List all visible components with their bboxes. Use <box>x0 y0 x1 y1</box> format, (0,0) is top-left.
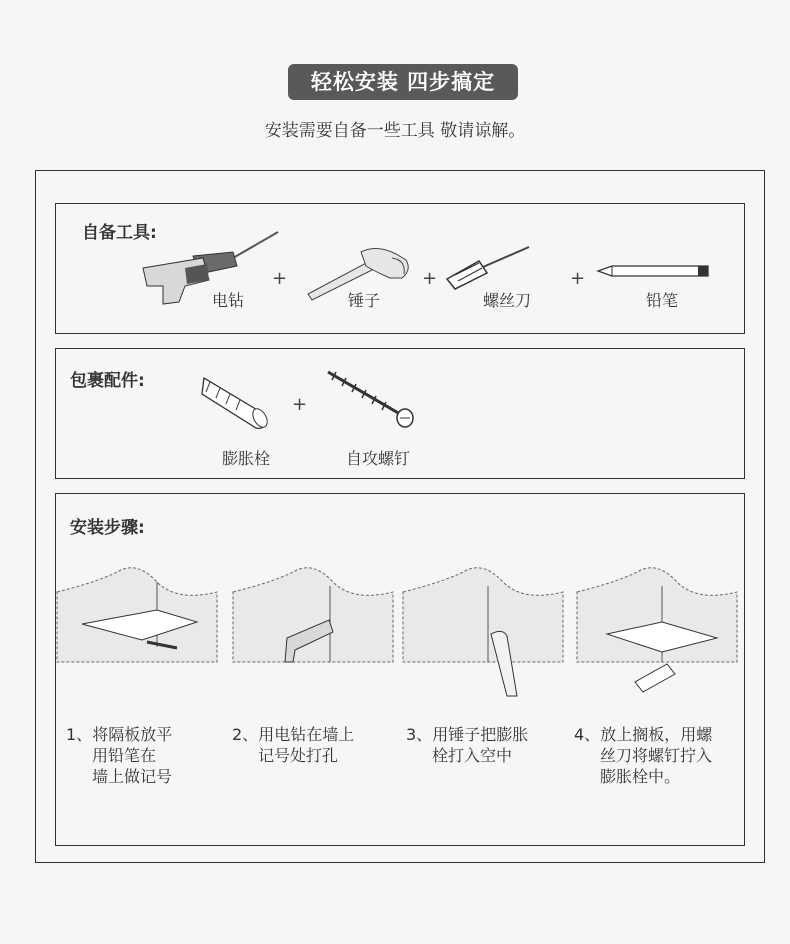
step-4-illustration <box>577 562 742 697</box>
plus-sign: + <box>422 268 438 289</box>
page-subtitle: 安装需要自备一些工具 敬请谅解。 <box>264 121 526 141</box>
step-1-text: 1、将隔板放平 用铅笔在 墙上做记号 <box>66 725 173 786</box>
step-3-illustration <box>403 562 568 697</box>
parts-heading: 包裹配件: <box>70 371 145 391</box>
step-2-text: 2、用电钻在墙上 记号处打孔 <box>232 725 355 765</box>
step-2-illustration <box>233 562 398 672</box>
step-4-text: 4、放上搁板，用螺 丝刀将螺钉拧入 膨胀栓中。 <box>574 725 713 786</box>
screw-icon <box>326 370 416 428</box>
tool-label-hammer: 锤子 <box>347 291 380 310</box>
part-label-anchor: 膨胀栓 <box>221 449 270 468</box>
tool-label-drill: 电钻 <box>211 291 244 310</box>
anchor-plug-icon <box>198 372 272 432</box>
page-title: 轻松安装 四步搞定 <box>288 64 518 100</box>
step-3-text: 3、用锤子把膨胀 栓打入空中 <box>406 725 529 765</box>
tool-label-screwdriver: 螺丝刀 <box>482 291 531 310</box>
steps-heading: 安装步骤: <box>70 518 145 538</box>
step-1-illustration <box>57 562 222 672</box>
plus-sign: + <box>292 394 308 415</box>
plus-sign: + <box>570 268 586 289</box>
pencil-icon <box>598 264 713 278</box>
part-label-screw: 自攻螺钉 <box>345 449 410 468</box>
screwdriver-icon <box>443 245 533 291</box>
plus-sign: + <box>272 268 288 289</box>
tools-heading: 自备工具: <box>82 223 157 243</box>
tool-label-pencil: 铅笔 <box>645 291 678 310</box>
